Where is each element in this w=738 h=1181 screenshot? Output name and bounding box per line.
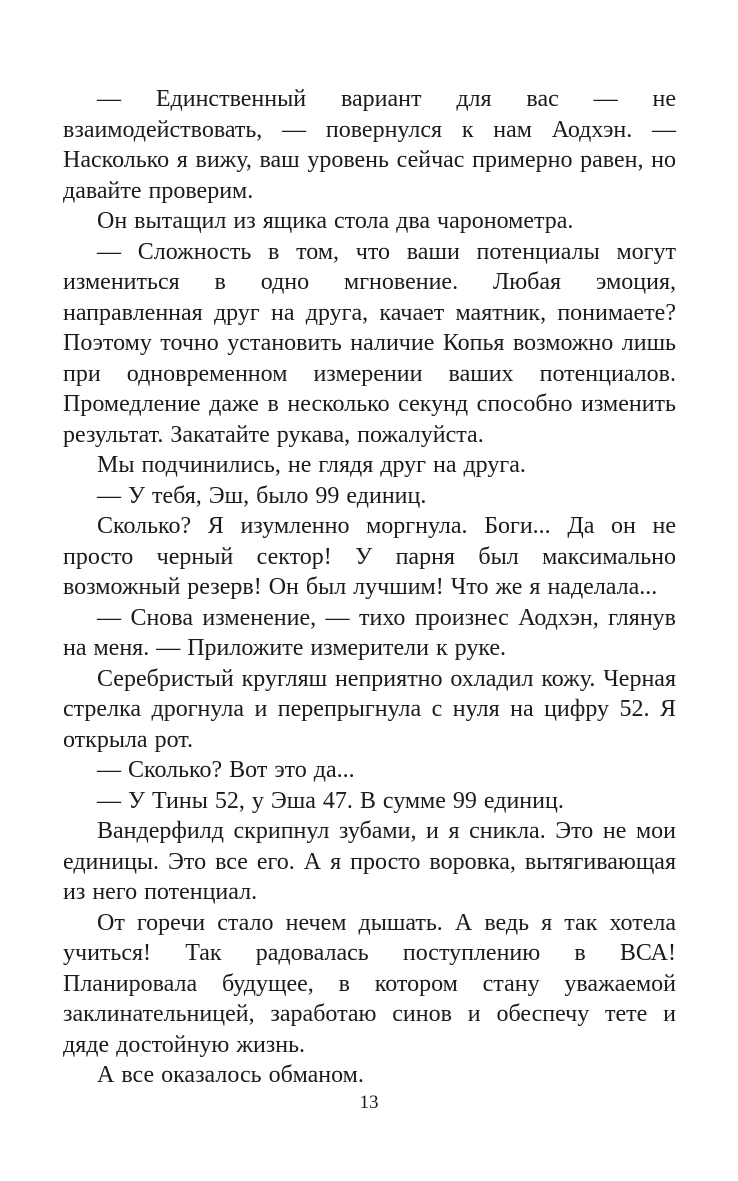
- paragraph: Сколько? Я изумленно моргнула. Боги... Да он не просто черный сектор! У парня был максимально возможный резерв! Он был лучшим! Что же я наделала...: [63, 513, 676, 600]
- paragraph: От горечи стало нечем дышать. А ведь я так хотела учиться! Так радовалась поступлению в ВСА! Планировала будущее, в котором стану уважаемой заклинательницей, заработаю синов и обеспечу тете и дяде достойную жизнь.: [63, 909, 676, 1058]
- page-text: [63, 84, 676, 1091]
- paragraph: Он вытащил из ящика стола два чаронометра.: [97, 208, 574, 234]
- paragraph: Серебристый кругляш неприятно охладил кожу. Черная стрелка дрогнула и перепрыгнула с нуля на цифру 52. Я открыла рот.: [63, 665, 676, 753]
- paragraph: Вандерфилд скрипнул зубами, и я сникла. Это не мои единицы. Это все его. А я просто воровка, вытягивающая из него потенциал.: [63, 818, 676, 905]
- paragraph: Мы подчинились, не глядя друг на друга.: [97, 452, 526, 478]
- paragraph: — Сколько? Вот это да...: [97, 757, 355, 783]
- paragraph: — Сложность в том, что ваши потенциалы могут измениться в одно мгновение. Любая эмоция, направленная друг на друга, качает маятник, понимаете? Поэтому точно установить наличие Копья возможно лишь при одновременном измерении ваших потенциалов. Промедление даже в несколько секунд способно изменить результат. Закатайте рукава, пожалуйста.: [63, 238, 676, 448]
- paragraph: — Снова изменение, — тихо произнес Аодхэн, глянув на меня. — Приложите измерители к руке.: [63, 604, 676, 661]
- paragraph: — У тебя, Эш, было 99 единиц.: [97, 482, 427, 509]
- page-number: 13: [359, 1092, 379, 1113]
- paragraph: — У Тины 52, у Эша 47. В сумме 99 единиц.: [97, 787, 564, 814]
- paragraph: А все оказалось обманом.: [97, 1062, 364, 1088]
- paragraph: — Единственный вариант для вас — не взаимодействовать, — повернулся к нам Аодхэн. — Насколько я вижу, ваш уровень сейчас примерно равен, но давайте проверим.: [63, 86, 676, 204]
